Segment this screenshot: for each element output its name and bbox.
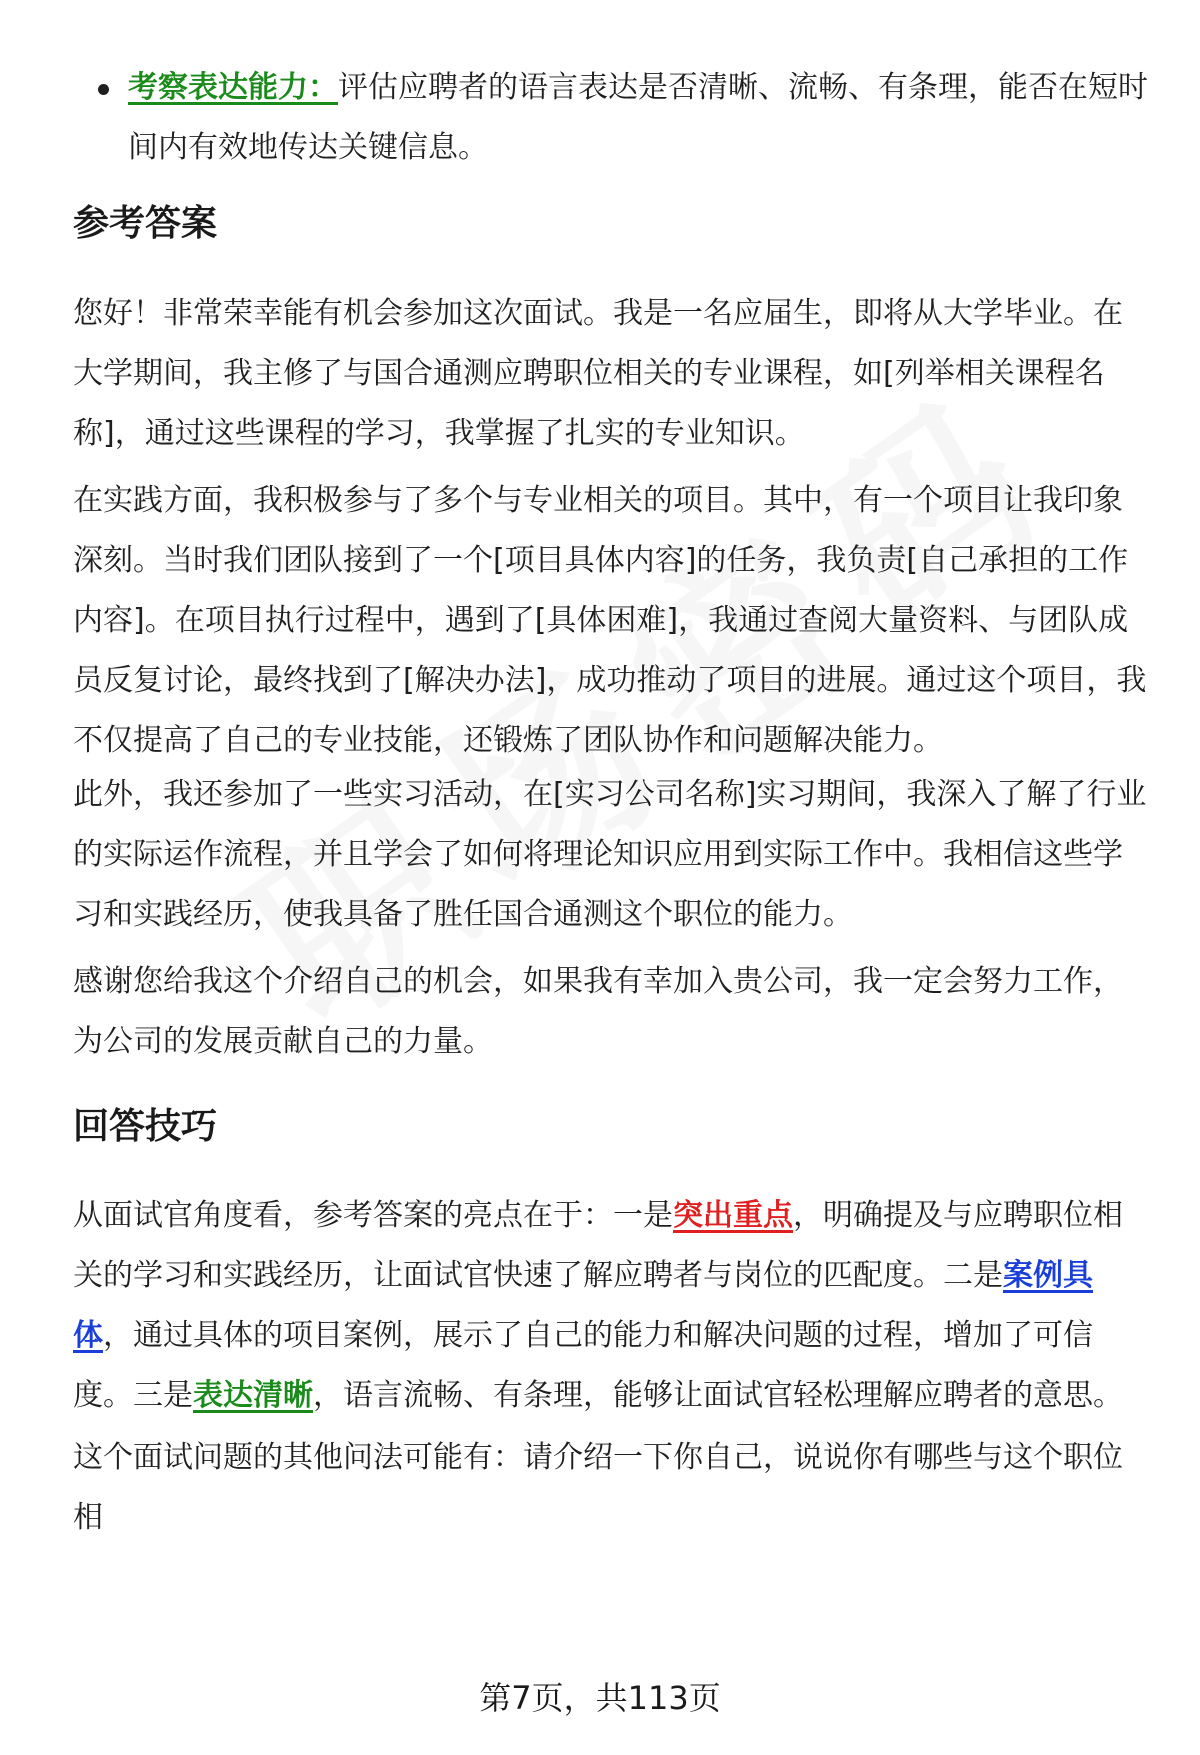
paragraph-practice: 在实践方面，我积极参与了多个与专业相关的项目。其中，有一个项目让我印象深刻。当时我们团队接到了一个[项目具体内容]的任务，我负责[自己承担的工作内容]。在项目执行过程中，遇到了[具体困难]，我通过查阅大量资料、与团队成员反复讨论，最终找到了[解决办法]，成功推动了项目的进展。通过这个项目，我不仅提高了自己的专业技能，还锻炼了团队协作和问题解决能力。 (73, 483, 1147, 758)
paragraph-other-questions: 这个面试问题的其他问法可能有：请介绍一下你自己，说说你有哪些与这个职位相 (73, 1440, 1123, 1535)
heading-answer-tips: 回答技巧 (73, 1106, 218, 1147)
bullet-item (128, 58, 1148, 178)
heading-reference-answer: 参考答案 (73, 203, 218, 244)
tips-text-3: ，通过具体的项目案例，展示了自己的能力和解决问题的过程，增加了可信度。三是 (73, 1318, 1093, 1413)
paragraph-tips (73, 1186, 1148, 1426)
page-number: 第7页，共113页 (479, 1679, 721, 1717)
tips-text-1: 从面试官角度看，参考答案的亮点在于：一是 (73, 1198, 673, 1233)
paragraph-internship: 此外，我还参加了一些实习活动，在[实习公司名称]实习期间，我深入了解了行业的实际运作流程，并且学会了如何将理论知识应用到实际工作中。我相信这些学习和实践经历，使我具备了胜任国合通测这个职位的能力。 (73, 777, 1147, 932)
tips-text-4: ，语言流畅、有条理，能够让面试官轻松理解应聘者的意思。 (313, 1378, 1123, 1413)
highlight-focus: 突出重点 (673, 1198, 793, 1233)
highlight-concrete-case: 案例具体 (73, 1258, 1093, 1353)
bullet-label: 考察表达能力： (128, 70, 338, 105)
highlight-clear-expression: 表达清晰 (193, 1378, 313, 1413)
paragraph-thanks: 感谢您给我这个介绍自己的机会，如果我有幸加入贵公司，我一定会努力工作，为公司的发展贡献自己的力量。 (73, 964, 1123, 1059)
bullet-dot (98, 84, 109, 95)
tips-text-2: ，明确提及与应聘职位相关的学习和实践经历，让面试官快速了解应聘者与岗位的匹配度。二是 (73, 1198, 1123, 1293)
bullet-text: 评估应聘者的语言表达是否清晰、流畅、有条理，能否在短时间内有效地传达关键信息。 (128, 70, 1148, 165)
paragraph-intro: 您好！非常荣幸能有机会参加这次面试。我是一名应届生，即将从大学毕业。在大学期间，我主修了与国合通测应聘职位相关的专业课程，如[列举相关课程名称]，通过这些课程的学习，我掌握了扎实的专业知识。 (73, 296, 1123, 451)
